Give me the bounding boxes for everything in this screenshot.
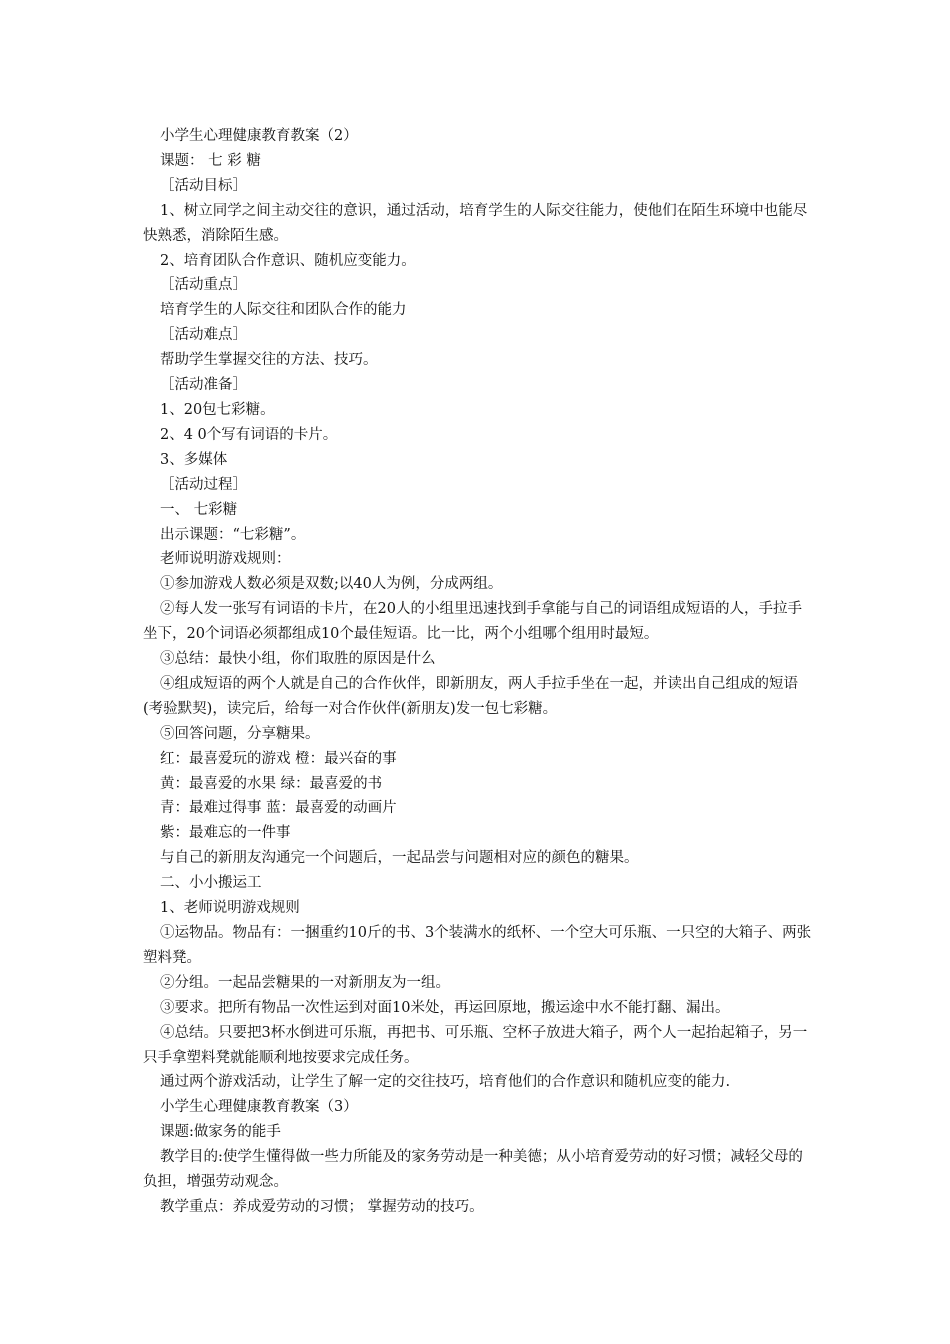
activity-two-item-2: ②分组。一起品尝糖果的一对新朋友为一组。: [160, 974, 450, 991]
activity-one-heading: 一、 七彩糖: [160, 501, 238, 518]
lesson-topic-3: 课题:做家务的能手: [160, 1124, 281, 1141]
preparation-item-2: 2、4 0个写有词语的卡片。: [160, 426, 338, 443]
activity-one-intro: 出示课题：“七彩糖”。: [160, 526, 306, 543]
teaching-focus: 教学重点：养成爱劳动的习惯； 掌握劳动的技巧。: [160, 1198, 484, 1215]
section-heading-goals: ［活动目标］: [160, 177, 247, 194]
section-heading-focus: ［活动重点］: [160, 277, 247, 294]
color-question-purple: 紫：最难忘的一件事: [160, 825, 291, 842]
activity-two-rules-label: 1、老师说明游戏规则: [160, 900, 300, 917]
section-heading-difficulty: ［活动难点］: [160, 327, 247, 344]
difficulty-text: 帮助学生掌握交往的方法、技巧。: [160, 352, 378, 369]
activities-conclusion: 通过两个游戏活动，让学生了解一定的交往技巧，培育他们的合作意识和随机应变的能力.: [160, 1074, 731, 1091]
color-question-yellow-green: 黄：最喜爱的水果 绿：最喜爱的书: [160, 775, 383, 792]
lesson-plan-title-3: 小学生心理健康教育教案（3）: [160, 1099, 358, 1116]
teaching-objective: 教学目的:使学生懂得做一些力所能及的家务劳动是一种美德；从小培育爱劳动的好习惯；减轻父母的负担，增强劳动观念。: [143, 1149, 803, 1191]
activity-one-rules-label: 老师说明游戏规则：: [160, 551, 291, 568]
activity-one-summary: 与自己的新朋友沟通完一个问题后，一起品尝与问题相对应的颜色的糖果。: [160, 850, 639, 867]
activity-two-item-1: ①运物品。物品有：一捆重约10斤的书、3个装满水的纸杯、一个空大可乐瓶、一只空的大箱子、两张塑料凳。: [143, 925, 812, 966]
rule-item-1: ①参加游戏人数必须是双数;以40人为例，分成两组。: [160, 576, 503, 593]
rule-item-4: ④组成短语的两个人就是自己的合作伙伴，即新朋友，两人手拉手坐在一起，并读出自己组成的短语(考验默契)，读完后，给每一对合作伙伴(新朋友)发一包七彩糖。: [143, 675, 798, 717]
section-heading-process: ［活动过程］: [160, 476, 247, 493]
color-question-cyan-blue: 青：最难过得事 蓝：最喜爱的动画片: [160, 800, 397, 817]
activity-two-heading: 二、小小搬运工: [160, 875, 262, 892]
goal-item-1: 1、树立同学之间主动交往的意识，通过活动，培育学生的人际交往能力，使他们在陌生环境中也能尽快熟悉，消除陌生感。: [143, 202, 808, 244]
goal-item-2: 2、培育团队合作意识、随机应变能力。: [160, 252, 416, 269]
rule-item-3: ③总结：最快小组，你们取胜的原因是什么: [160, 651, 436, 668]
lesson-topic: 课题： 七 彩 糖: [160, 152, 261, 169]
activity-two-item-4: ④总结。只要把3杯水倒进可乐瓶，再把书、可乐瓶、空杯子放进大箱子，两个人一起抬起箱子，另一只手拿塑料凳就能顺利地按要求完成任务。: [143, 1024, 808, 1066]
color-question-red-orange: 红：最喜爱玩的游戏 橙：最兴奋的事: [160, 750, 397, 767]
focus-text: 培育学生的人际交往和团队合作的能力: [160, 302, 407, 319]
activity-two-item-3: ③要求。把所有物品一次性运到对面10米处，再运回原地，搬运途中水不能打翻、漏出。: [160, 999, 730, 1016]
section-heading-preparation: ［活动准备］: [160, 377, 247, 394]
rule-item-2: ②每人发一张写有词语的卡片，在20人的小组里迅速找到手拿能与自己的词语组成短语的人，手拉手坐下，20个词语必须都组成10个最佳短语。比一比，两个小组哪个组用时最短。: [143, 601, 802, 643]
document-body: [143, 124, 813, 1220]
preparation-item-3: 3、多媒体: [160, 451, 228, 468]
lesson-plan-title-2: 小学生心理健康教育教案（2）: [160, 128, 358, 144]
rule-item-5: ⑤回答问题，分享糖果。: [160, 725, 320, 742]
preparation-item-1: 1、20包七彩糖。: [160, 401, 275, 418]
